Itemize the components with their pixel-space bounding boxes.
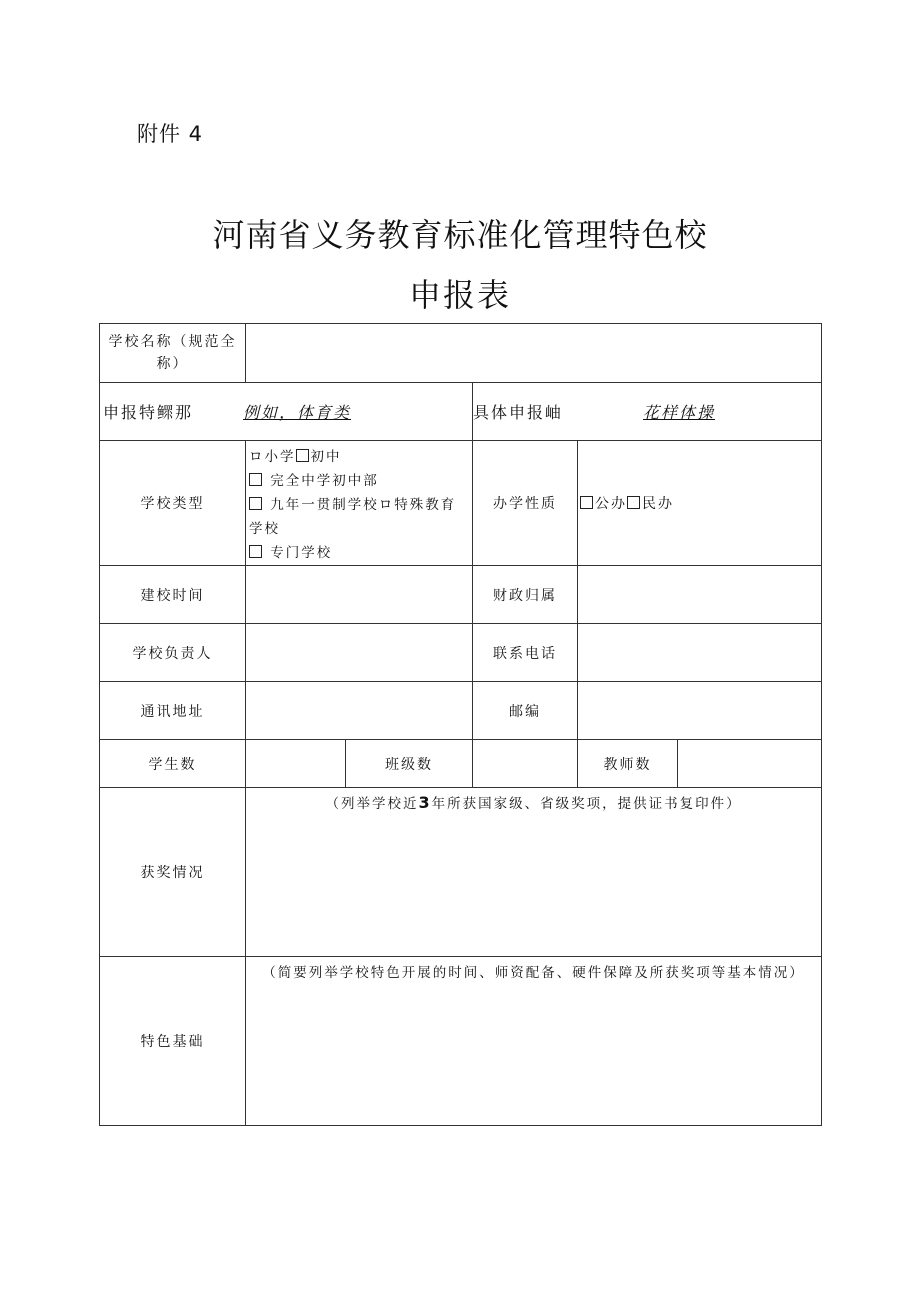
awards-field[interactable] <box>246 788 822 957</box>
founded-field[interactable] <box>246 566 473 624</box>
awards-label: 获奖情况 <box>100 788 246 957</box>
row-foundation <box>100 957 822 1126</box>
students-field[interactable] <box>246 740 346 788</box>
junior-checkbox[interactable] <box>296 449 309 462</box>
foundation-field[interactable] <box>246 957 822 1126</box>
category-label: 申报特鳏那 <box>103 403 194 422</box>
special-marker[interactable]: ロ <box>378 497 395 513</box>
school-name-field[interactable] <box>246 324 822 383</box>
awards-hint-pre: （列举学校近 <box>325 796 419 812</box>
phone-field[interactable] <box>578 624 822 682</box>
postcode-label: 邮编 <box>473 682 578 740</box>
option-nine-year: 九年一贯制学校 <box>270 497 379 513</box>
option-special: 特殊教育学校 <box>249 497 457 537</box>
option-specialized: 专门学校 <box>270 545 333 561</box>
teachers-field[interactable] <box>678 740 822 788</box>
row-counts <box>100 740 822 788</box>
form-title: 河南省义务教育标准化管理特色校 <box>212 216 708 254</box>
postcode-field[interactable] <box>578 682 822 740</box>
private-checkbox[interactable] <box>627 496 640 509</box>
option-complete: 完全中学初中部 <box>270 473 379 489</box>
nine-year-checkbox[interactable] <box>249 497 262 510</box>
primary-marker[interactable]: ロ <box>249 449 265 465</box>
option-private: 民办 <box>642 496 674 512</box>
specific-cell[interactable] <box>473 383 822 441</box>
application-form-table <box>99 323 822 1126</box>
awards-hint-number: 3 <box>418 793 432 812</box>
principal-field[interactable] <box>246 624 473 682</box>
students-label: 学生数 <box>100 740 246 788</box>
phone-label: 联系电话 <box>473 624 578 682</box>
row-founded <box>100 566 822 624</box>
row-principal <box>100 624 822 682</box>
category-cell[interactable] <box>100 383 473 441</box>
nature-label: 办学性质 <box>473 441 578 566</box>
specific-value: 花样体操 <box>643 403 716 422</box>
row-school-name <box>100 324 822 383</box>
classes-field[interactable] <box>473 740 578 788</box>
row-awards <box>100 788 822 957</box>
finance-field[interactable] <box>578 566 822 624</box>
awards-hint-post: 年所获国家级、省级奖项，提供证书复印件） <box>431 796 742 812</box>
row-category <box>100 383 822 441</box>
finance-label: 财政归属 <box>473 566 578 624</box>
school-type-options <box>246 441 473 566</box>
form-subtitle: 申报表 <box>408 276 511 314</box>
school-name-label: 学校名称（规范全称） <box>100 324 246 383</box>
founded-label: 建校时间 <box>100 566 246 624</box>
classes-label: 班级数 <box>346 740 473 788</box>
row-address <box>100 682 822 740</box>
foundation-hint: （简要列举学校特色开展的时间、师资配备、硬件保障及所获奖项等基本情况） <box>262 965 805 981</box>
principal-label: 学校负责人 <box>100 624 246 682</box>
option-primary: 小学 <box>264 449 296 465</box>
specific-label: 具体申报岫 <box>473 403 564 422</box>
attachment-label: 附件 4 <box>137 122 204 146</box>
category-value: 例如，体育类 <box>243 403 352 422</box>
row-school-type <box>100 441 822 566</box>
address-label: 通讯地址 <box>100 682 246 740</box>
address-field[interactable] <box>246 682 473 740</box>
foundation-label: 特色基础 <box>100 957 246 1126</box>
school-type-label: 学校类型 <box>100 441 246 566</box>
nature-options <box>578 441 822 566</box>
specialized-checkbox[interactable] <box>249 545 262 558</box>
public-checkbox[interactable] <box>580 496 593 509</box>
teachers-label: 教师数 <box>578 740 678 788</box>
option-junior: 初中 <box>310 449 342 465</box>
option-public: 公办 <box>595 496 627 512</box>
complete-checkbox[interactable] <box>249 473 262 486</box>
